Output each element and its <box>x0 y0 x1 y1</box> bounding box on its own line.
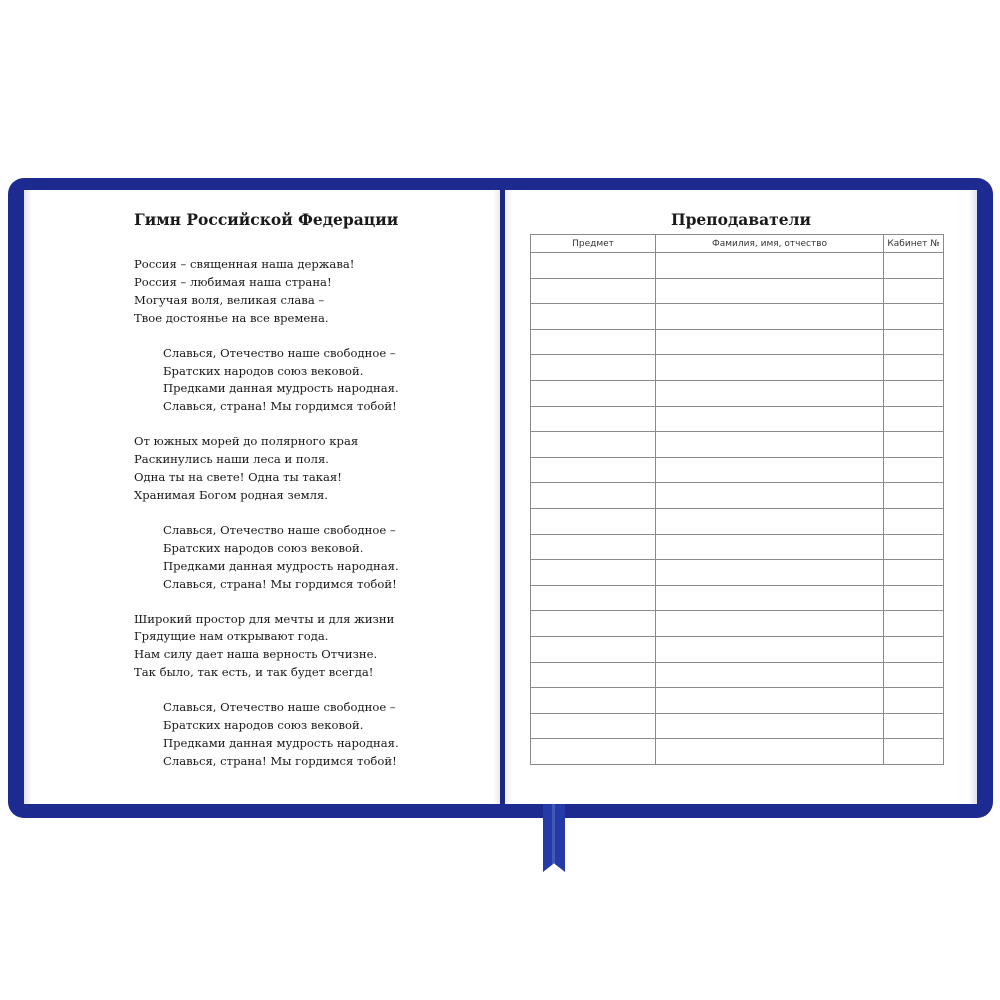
table-row <box>531 355 944 381</box>
full-name-cell[interactable] <box>656 585 884 611</box>
room-cell[interactable] <box>884 329 944 355</box>
subject-cell[interactable] <box>531 304 656 330</box>
full-name-cell[interactable] <box>656 457 884 483</box>
room-cell[interactable] <box>884 534 944 560</box>
full-name-cell[interactable] <box>656 253 884 279</box>
subject-cell[interactable] <box>531 713 656 739</box>
anthem-line: Одна ты на свете! Одна ты такая! <box>134 470 342 485</box>
room-cell[interactable] <box>884 688 944 714</box>
table-row <box>531 713 944 739</box>
chorus-stanza <box>134 345 474 417</box>
column-header-subject: Предмет <box>531 235 656 253</box>
full-name-cell[interactable] <box>656 406 884 432</box>
anthem-line: Нам силу дает наша верность Отчизне. <box>134 647 378 662</box>
anthem-line: Славься, Отечество наше свободное – <box>163 700 396 715</box>
anthem-line: Славься, Отечество наше свободное – <box>163 345 396 360</box>
full-name-cell[interactable] <box>656 508 884 534</box>
anthem-line: Славься, страна! Мы гордимся тобой! <box>163 753 397 768</box>
full-name-cell[interactable] <box>656 304 884 330</box>
full-name-cell[interactable] <box>656 329 884 355</box>
table-row <box>531 457 944 483</box>
room-cell[interactable] <box>884 483 944 509</box>
subject-cell[interactable] <box>531 380 656 406</box>
room-cell[interactable] <box>884 278 944 304</box>
subject-cell[interactable] <box>531 457 656 483</box>
full-name-cell[interactable] <box>656 380 884 406</box>
full-name-cell[interactable] <box>656 534 884 560</box>
anthem-line: От южных морей до полярного края <box>134 434 359 449</box>
table-row <box>531 406 944 432</box>
teachers-table <box>530 234 944 765</box>
table-row <box>531 278 944 304</box>
column-header-room: Кабинет № <box>884 235 944 253</box>
full-name-cell[interactable] <box>656 560 884 586</box>
room-cell[interactable] <box>884 432 944 458</box>
page-edge-right <box>969 190 977 804</box>
book-spine-gutter <box>493 190 513 804</box>
anthem-line: Славься, Отечество наше свободное – <box>163 522 396 537</box>
anthem-text <box>134 256 474 788</box>
room-cell[interactable] <box>884 585 944 611</box>
page-edge-left <box>24 190 32 804</box>
subject-cell[interactable] <box>531 662 656 688</box>
table-row <box>531 585 944 611</box>
subject-cell[interactable] <box>531 560 656 586</box>
room-cell[interactable] <box>884 739 944 765</box>
full-name-cell[interactable] <box>656 636 884 662</box>
subject-cell[interactable] <box>531 739 656 765</box>
anthem-line: Братских народов союз вековой. <box>163 540 364 555</box>
room-cell[interactable] <box>884 611 944 637</box>
room-cell[interactable] <box>884 662 944 688</box>
left-page <box>24 190 500 804</box>
table-row <box>531 380 944 406</box>
teachers-title: Преподаватели <box>670 210 812 229</box>
table-row <box>531 611 944 637</box>
table-row <box>531 483 944 509</box>
table-row <box>531 304 944 330</box>
subject-cell[interactable] <box>531 253 656 279</box>
subject-cell[interactable] <box>531 432 656 458</box>
subject-cell[interactable] <box>531 329 656 355</box>
anthem-line: Могучая воля, великая слава – <box>134 292 325 307</box>
room-cell[interactable] <box>884 457 944 483</box>
anthem-line: Хранимая Богом родная земля. <box>134 487 328 502</box>
subject-cell[interactable] <box>531 508 656 534</box>
table-row <box>531 662 944 688</box>
subject-cell[interactable] <box>531 688 656 714</box>
table-row <box>531 534 944 560</box>
table-row <box>531 432 944 458</box>
room-cell[interactable] <box>884 508 944 534</box>
anthem-line: Россия – любимая наша страна! <box>134 274 332 289</box>
anthem-line: Грядущие нам открывают года. <box>134 629 329 644</box>
anthem-line: Широкий простор для мечты и для жизни <box>134 611 395 626</box>
anthem-line: Братских народов союз вековой. <box>163 718 364 733</box>
verse-stanza <box>134 256 474 328</box>
anthem-line: Братских народов союз вековой. <box>163 363 364 378</box>
full-name-cell[interactable] <box>656 713 884 739</box>
verse-stanza <box>134 433 474 505</box>
anthem-line: Предками данная мудрость народная. <box>163 381 399 396</box>
verse-stanza <box>134 611 474 683</box>
room-cell[interactable] <box>884 355 944 381</box>
chorus-stanza <box>134 699 474 771</box>
full-name-cell[interactable] <box>656 688 884 714</box>
room-cell[interactable] <box>884 636 944 662</box>
anthem-line: Славься, страна! Мы гордимся тобой! <box>163 399 397 414</box>
table-row <box>531 508 944 534</box>
anthem-line: Раскинулись наши леса и поля. <box>134 452 329 467</box>
room-cell[interactable] <box>884 406 944 432</box>
subject-cell[interactable] <box>531 611 656 637</box>
subject-cell[interactable] <box>531 585 656 611</box>
table-row <box>531 253 944 279</box>
room-cell[interactable] <box>884 713 944 739</box>
subject-cell[interactable] <box>531 534 656 560</box>
chorus-stanza <box>134 522 474 594</box>
room-cell[interactable] <box>884 380 944 406</box>
anthem-title: Гимн Российской Федерации <box>134 210 399 229</box>
bookmark-ribbon[interactable] <box>543 800 565 872</box>
room-cell[interactable] <box>884 304 944 330</box>
full-name-cell[interactable] <box>656 662 884 688</box>
full-name-cell[interactable] <box>656 355 884 381</box>
full-name-cell[interactable] <box>656 611 884 637</box>
table-header-row <box>531 235 944 253</box>
full-name-cell[interactable] <box>656 483 884 509</box>
subject-cell[interactable] <box>531 636 656 662</box>
anthem-line: Предками данная мудрость народная. <box>163 735 399 750</box>
anthem-line: Так было, так есть, и так будет всегда! <box>134 665 374 680</box>
table-row <box>531 560 944 586</box>
table-row <box>531 636 944 662</box>
subject-cell[interactable] <box>531 278 656 304</box>
anthem-line: Твое достоянье на все времена. <box>134 310 329 325</box>
subject-cell[interactable] <box>531 355 656 381</box>
table-row <box>531 329 944 355</box>
anthem-line: Славься, страна! Мы гордимся тобой! <box>163 576 397 591</box>
subject-cell[interactable] <box>531 406 656 432</box>
full-name-cell[interactable] <box>656 739 884 765</box>
anthem-line: Россия – священная наша держава! <box>134 257 355 271</box>
right-page <box>505 190 977 804</box>
full-name-cell[interactable] <box>656 432 884 458</box>
room-cell[interactable] <box>884 253 944 279</box>
column-header-full-name: Фамилия, имя, отчество <box>656 235 884 253</box>
room-cell[interactable] <box>884 560 944 586</box>
table-row <box>531 739 944 765</box>
table-row <box>531 688 944 714</box>
subject-cell[interactable] <box>531 483 656 509</box>
anthem-line: Предками данная мудрость народная. <box>163 558 399 573</box>
full-name-cell[interactable] <box>656 278 884 304</box>
